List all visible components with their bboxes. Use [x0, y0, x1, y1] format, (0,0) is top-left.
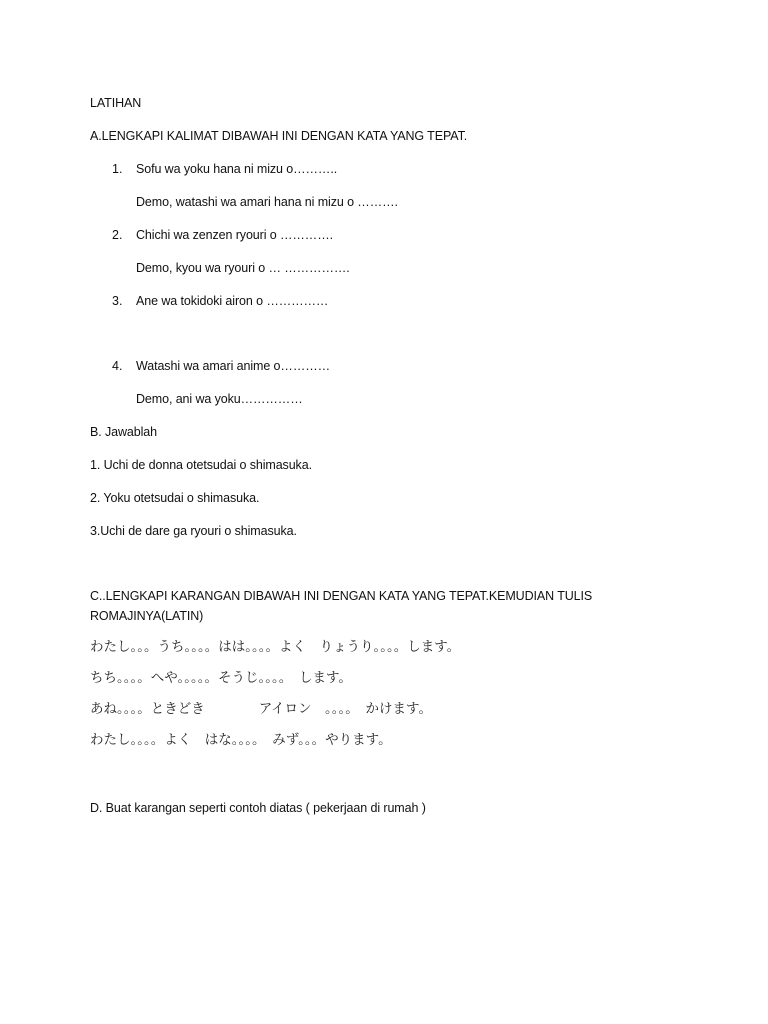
japanese-line-1: わたし。。。うち。。。。はは。。。。よく りょうり。。。。します。 — [90, 639, 461, 655]
section-c-heading-line-2: ROMAJINYA(LATIN) — [90, 609, 204, 623]
item-number: 2. — [112, 228, 123, 242]
item-4-line-2: Demo, ani wa yoku…………… — [136, 392, 303, 406]
item-3-line-1: Ane wa tokidoki airon o …………… — [136, 294, 329, 308]
question-2: 2. Yoku otetsudai o shimasuka. — [90, 491, 260, 505]
item-number: 1. — [112, 162, 123, 176]
item-2-line-2: Demo, kyou wa ryouri o … ……………. — [136, 261, 350, 275]
item-1-line-2: Demo, watashi wa amari hana ni mizu o ………. — [136, 195, 398, 209]
section-b-heading: B. Jawablah — [90, 425, 157, 439]
item-1-line-1: Sofu wa yoku hana ni mizu o……….. — [136, 162, 338, 176]
item-4-line-1: Watashi wa amari anime o………… — [136, 359, 331, 373]
question-1: 1. Uchi de donna otetsudai o shimasuka. — [90, 458, 312, 472]
section-a-heading: A.LENGKAPI KALIMAT DIBAWAH INI DENGAN KATA YANG TEPAT. — [90, 129, 468, 143]
question-3: 3.Uchi de dare ga ryouri o shimasuka. — [90, 524, 297, 538]
item-number: 3. — [112, 294, 123, 308]
japanese-line-2: ちち。。。。へや。。。。。そうじ。。。。 します。 — [90, 670, 352, 686]
item-2-line-1: Chichi wa zenzen ryouri o …………. — [136, 228, 333, 242]
worksheet-title: LATIHAN — [90, 96, 142, 110]
japanese-line-4: わたし。。。。よく はな。。。。 みず。。。やります。 — [90, 732, 392, 748]
section-c-heading-line-1: C..LENGKAPI KARANGAN DIBAWAH INI DENGAN KATA YANG TEPAT.KEMUDIAN TULIS — [90, 589, 593, 603]
japanese-line-3: あね。。。。ときどき アイロン 。。。。 かけます。 — [90, 701, 432, 717]
section-d-heading: D. Buat karangan seperti contoh diatas ( pekerjaan di rumah ) — [90, 801, 426, 815]
item-number: 4. — [112, 359, 123, 373]
